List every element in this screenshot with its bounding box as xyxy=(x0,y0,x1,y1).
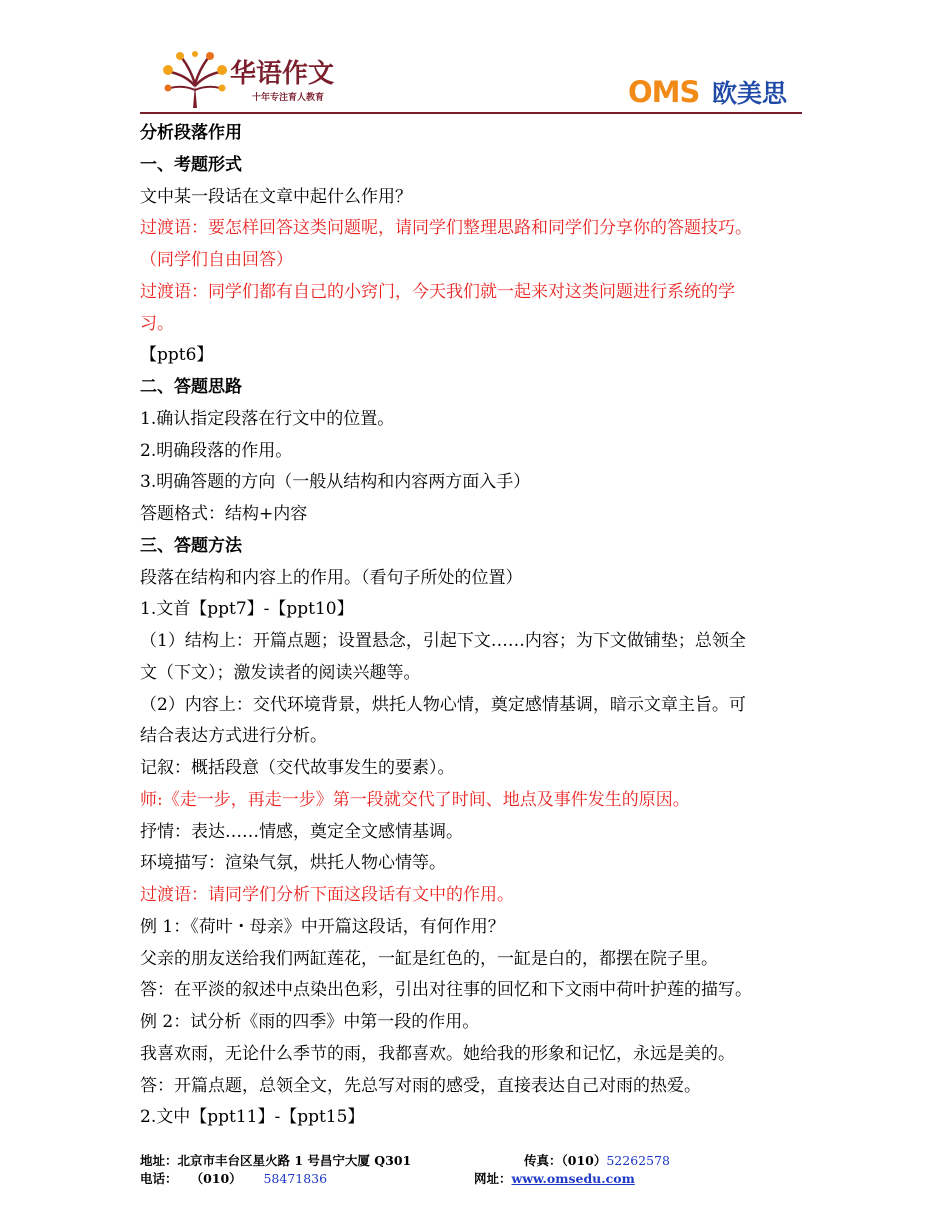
footer-row-1 xyxy=(140,1152,820,1170)
text-line: 3.明确答题的方向（一般从结构和内容两方面入手） xyxy=(140,472,531,493)
teacher-note-line: 过渡语：请同学们分析下面这段话有文中的作用。 xyxy=(140,885,514,905)
fax: 传真：（010）52262578 xyxy=(524,1153,670,1168)
text-line: （1）结构上：开篇点题；设置悬念，引起下文……内容；为下文做铺垫；总领全 xyxy=(140,631,746,651)
text-line: 1.确认指定段落在行文中的位置。 xyxy=(140,408,395,429)
text-line: 答题格式：结构+内容 xyxy=(140,504,308,524)
text-line: 2.文中【ppt11】-【ppt15】 xyxy=(140,1107,365,1128)
text-line: 【ppt6】 xyxy=(140,345,214,366)
section-heading: 一、考题形式 xyxy=(140,154,242,175)
text-line: 文中某一段话在文章中起什么作用？ xyxy=(140,186,412,207)
text-line: 答：开篇点题，总领全文，先总写对雨的感受，直接表达自己对雨的热爱。 xyxy=(140,1075,701,1096)
page-header xyxy=(140,48,802,114)
page-footer xyxy=(140,1152,820,1188)
teacher-note-line: 习。 xyxy=(140,313,174,334)
teacher-note-line: 过渡语：要怎样回答这类问题呢，请同学们整理思路和同学们分享你的答题技巧。 xyxy=(140,218,752,239)
text-line: 我喜欢雨，无论什么季节的雨，我都喜欢。她给我的形象和记忆，永远是美的。 xyxy=(140,1043,735,1064)
header-rule xyxy=(140,112,802,114)
text-line: 文（下文）；激发读者的阅读兴趣等。 xyxy=(140,662,421,683)
text-line: 2.明确段落的作用。 xyxy=(140,440,293,461)
oms-logo-mark: OMS xyxy=(628,75,700,108)
teacher-note-line: （同学们自由回答） xyxy=(140,250,293,270)
oms-logo-name: 欧美思 xyxy=(712,79,788,108)
teacher-note-line: 师:《走一步，再走一步》第一段就交代了时间、地点及事件发生的原因。 xyxy=(140,789,690,810)
section-heading: 三、答题方法 xyxy=(140,535,242,556)
text-line: 段落在结构和内容上的作用。（看句子所处的位置） xyxy=(140,567,523,588)
text-line: 结合表达方式进行分析。 xyxy=(140,726,327,747)
document-body xyxy=(140,118,820,1134)
address: 地址：北京市丰台区星火路 1 号昌宁大厦 Q301 xyxy=(140,1153,412,1168)
text-line: 环境描写：渲染气氛，烘托人物心情等。 xyxy=(140,853,446,874)
text-line: 父亲的朋友送给我们两缸莲花，一缸是红色的，一缸是白的，都摆在院子里。 xyxy=(140,948,718,969)
huayu-logo xyxy=(158,50,348,110)
section-heading: 二、答题思路 xyxy=(140,377,242,397)
tree-icon xyxy=(163,51,227,108)
footer-row-2 xyxy=(140,1170,820,1188)
oms-logo xyxy=(628,74,796,108)
text-line: 抒情：表达……情感，奠定全文感情基调。 xyxy=(140,821,463,842)
text-line: 答：在平淡的叙述中点染出色彩，引出对往事的回忆和下文雨中荷叶护莲的描写。 xyxy=(140,980,752,1001)
text-line: 例 2：试分析《雨的四季》中第一段的作用。 xyxy=(140,1012,480,1032)
huayu-logo-slogan: 十年专注育人教育 xyxy=(252,93,325,103)
section-heading: 分析段落作用 xyxy=(140,123,242,143)
phone: 电话： （010） 58471836 xyxy=(140,1171,328,1186)
website-link[interactable]: www.omsedu.com xyxy=(511,1171,635,1186)
text-line: 1.文首【ppt7】-【ppt10】 xyxy=(140,599,354,620)
huayu-logo-name: 华语作文 xyxy=(230,59,335,89)
text-line: 例 1：《荷叶・母亲》中开篇这段话，有何作用？ xyxy=(140,916,505,937)
website: 网址：www.omsedu.com xyxy=(474,1171,635,1186)
text-line: 记叙：概括段意（交代故事发生的要素）。 xyxy=(140,758,455,778)
text-line: （2）内容上：交代环境背景，烘托人物心情，奠定感情基调，暗示文章主旨。可 xyxy=(140,694,746,715)
teacher-note-line: 过渡语：同学们都有自己的小窍门，今天我们就一起来对这类问题进行系统的学 xyxy=(140,281,735,302)
